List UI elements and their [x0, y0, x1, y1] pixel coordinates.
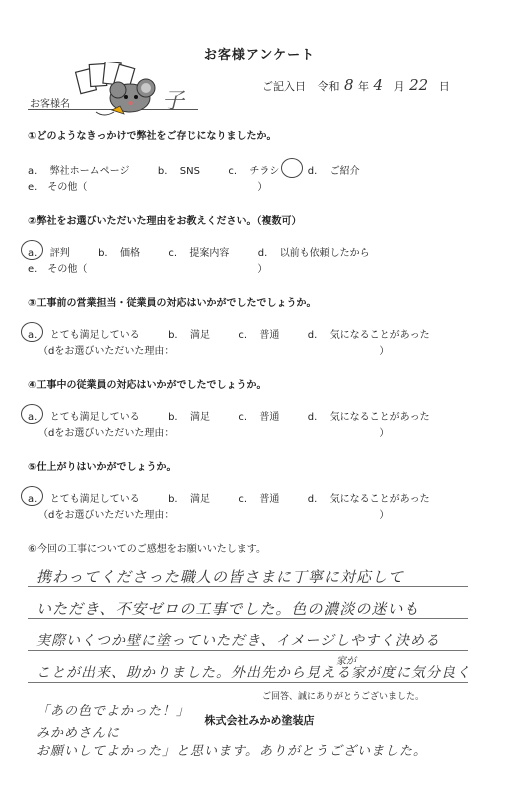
q3-option-b-label: 満足	[189, 330, 210, 341]
q4-option-c-letter[interactable]: c.	[238, 412, 248, 423]
date-label: ご記入日	[262, 80, 306, 93]
q3-option-a-label: とても満足している	[49, 330, 140, 341]
q3-options	[28, 326, 430, 341]
q5-option-a-label: とても満足している	[49, 494, 140, 505]
q2-option-a-label: 評判	[49, 248, 70, 259]
q5-option-b-letter[interactable]: b.	[168, 494, 178, 505]
q3-selection-circle	[21, 322, 43, 342]
q4-title: ④工事中の従業員の対応はいかがでしたでしょうか。	[28, 380, 267, 391]
q2-option-a-letter[interactable]: a.	[28, 248, 38, 259]
q4-option-b-letter[interactable]: b.	[168, 412, 178, 423]
q4-option-b-label: 満足	[189, 412, 210, 423]
date-era: 令和	[317, 80, 340, 93]
q2-option-d-label: 以前も依頼したから	[279, 248, 370, 259]
q1-other: e. その他（ ）	[28, 182, 268, 193]
date-row	[262, 76, 450, 94]
q1-option-d-label: ご紹介	[329, 166, 360, 177]
answer-line	[28, 650, 468, 651]
q1-option-a-label: 弊社ホームページ	[49, 166, 130, 177]
comment-insert: 家が	[336, 656, 356, 667]
q3-option-d-letter[interactable]: d.	[307, 330, 318, 341]
q5-options	[28, 490, 430, 505]
comment-line-6: みかめさんに	[36, 726, 121, 741]
q5-option-c-letter[interactable]: c.	[238, 494, 248, 505]
q2-other: e. その他（ ）	[28, 264, 268, 275]
q3-title: ③工事前の営業担当・従業員の対応はいかがでしたでしょうか。	[28, 298, 317, 309]
q4-options	[28, 408, 430, 423]
q1-selection-circle	[281, 158, 303, 178]
page-title: お客様アンケート	[203, 48, 316, 63]
q2-option-b-letter[interactable]: b.	[98, 248, 108, 259]
q2-option-d-letter[interactable]: d.	[257, 248, 268, 259]
q5-title: ⑤仕上がりはいかがでしょうか。	[28, 462, 177, 473]
q1-options	[28, 162, 360, 177]
q5-option-b-label: 満足	[189, 494, 210, 505]
q5-option-d-label: 気になることがあった	[329, 494, 430, 505]
q5-reason: （dをお選びいただいた理由： ）	[38, 510, 390, 521]
q2-options	[28, 244, 370, 259]
q3-option-c-label: 普通	[259, 330, 280, 341]
q2-option-b-label: 価格	[119, 248, 140, 259]
q4-option-d-label: 気になることがあった	[329, 412, 430, 423]
customer-name-handwritten: 子	[162, 89, 185, 114]
q4-option-a-letter[interactable]: a.	[28, 412, 38, 423]
comment-line-4: ことが出来、助かりました。外出先から見える家が度に気分良く	[36, 665, 471, 681]
company-name: 株式会社みかめ塗装店	[204, 714, 315, 727]
q4-option-c-label: 普通	[259, 412, 280, 423]
q1-option-b-label: SNS	[179, 166, 200, 177]
q1-option-c-letter[interactable]: c.	[228, 166, 238, 177]
q5-selection-circle	[21, 486, 43, 506]
thanks-message: ご回答、誠にありがとうございました。	[262, 692, 425, 702]
comment-line-3: 実際いくつか壁に塗っていただき、イメージしやすく決める	[36, 633, 441, 649]
q3-option-c-letter[interactable]: c.	[238, 330, 248, 341]
q2-option-c-letter[interactable]: c.	[168, 248, 178, 259]
q3-option-d-label: 気になることがあった	[329, 330, 430, 341]
date-day: 22	[409, 76, 429, 94]
q3-reason: （dをお選びいただいた理由： ）	[38, 346, 390, 357]
q4-option-d-letter[interactable]: d.	[307, 412, 318, 423]
comment-line-2: いただき、不安ゼロの工事でした。色の濃淡の迷いも	[36, 600, 420, 618]
q1-option-d-letter[interactable]: d.	[307, 166, 318, 177]
date-year-unit: 年	[358, 80, 370, 93]
date-day-unit: 日	[438, 80, 450, 93]
q4-option-a-label: とても満足している	[49, 412, 140, 423]
q1-title: ①どのようなきっかけで弊社をご存じになりましたか。	[28, 131, 277, 142]
q4-selection-circle	[21, 404, 43, 424]
customer-name-label: お客様名	[30, 99, 70, 110]
q3-option-b-letter[interactable]: b.	[168, 330, 178, 341]
q5-option-d-letter[interactable]: d.	[307, 494, 318, 505]
q6-title: ⑥今回の工事についてのご感想をお願いいたします。	[28, 544, 266, 555]
date-month: 4	[373, 76, 384, 94]
q5-option-c-label: 普通	[259, 494, 280, 505]
q1-option-c-label: チラシ	[249, 166, 280, 177]
q4-reason: （dをお選びいただいた理由： ）	[38, 428, 390, 439]
date-month-unit: 月	[393, 80, 405, 93]
q2-selection-circle	[21, 240, 43, 260]
comment-line-1: 携わってくださった職人の皆さまに丁寧に対応して	[36, 568, 404, 586]
comment-line-5: 「あの色でよかった！」	[36, 704, 191, 719]
q5-option-a-letter[interactable]: a.	[28, 494, 38, 505]
mascot-illustration	[74, 62, 164, 122]
q1-option-b-letter[interactable]: b.	[157, 166, 168, 177]
q2-title: ②弊社をお選びいただいた理由をお教えください。（複数可）	[28, 216, 302, 227]
comment-line-7: お願いしてよかった」と思います。ありがとうございました。	[36, 744, 427, 759]
q3-option-a-letter[interactable]: a.	[28, 330, 38, 341]
q1-option-a-letter[interactable]: a.	[28, 166, 38, 177]
date-year: 8	[344, 76, 354, 94]
q2-option-c-label: 提案内容	[189, 248, 230, 259]
answer-line	[28, 682, 468, 683]
